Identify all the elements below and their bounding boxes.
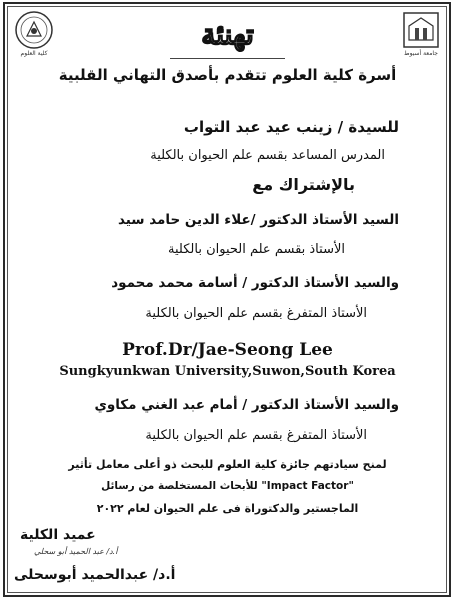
- honoree-position: المدرس المساعد بقسم علم الحيوان بالكلية: [150, 148, 385, 163]
- participant-name: والسيد الأستاذ الدكتور / أسامة محمد محمود: [111, 275, 399, 291]
- university-logo-caption: جامعة أسيوط: [404, 50, 438, 57]
- dean-title: عميد الكلية: [20, 527, 96, 543]
- title-underline: [170, 58, 285, 59]
- dean-signature: أ.د/ عبد الحميد أبو سحلي: [34, 547, 118, 556]
- page-title: تهنئة: [201, 18, 254, 51]
- award-line-3: الماجستير والدكتوراة فى علم الحيوان لعام ٢٠٢٢: [96, 502, 359, 515]
- faculty-logo-caption: كلية العلوم: [20, 50, 48, 57]
- honoree-name: للسيدة / زينب عيد عبد التواب: [183, 118, 399, 136]
- participant-position: الأستاذ المتفرغ بقسم علم الحيوان بالكلية: [145, 428, 367, 443]
- award-line-1: لمنح سيادتهم جائزة كلية العلوم للبحث ذو أعلى معامل تأثير: [68, 458, 387, 471]
- award-line-2: "Impact Factor" للأبحاث المستخلصة من رسائل: [101, 480, 354, 492]
- dean-name: أ.د/ عبدالحميد أبوسحلى: [14, 567, 176, 583]
- participant-name: والسيد الأستاذ الدكتور / أمام عبد الغني مكاوي: [94, 397, 399, 413]
- participant-affiliation: Sungkyunkwan University,Suwon,South Korea: [59, 364, 396, 379]
- participant-position: الأستاذ المتفرغ بقسم علم الحيوان بالكلية: [145, 306, 367, 321]
- participation-heading: بالإشتراك مع: [252, 175, 355, 194]
- participant-name: السيد الأستاذ الدكتور /علاء الدين حامد سيد: [117, 212, 399, 228]
- participant-position: الأستاذ بقسم علم الحيوان بالكلية: [168, 242, 345, 257]
- subtitle: أسرة كلية العلوم تتقدم بأصدق التهاني القلبية: [58, 66, 397, 84]
- participant-name-english: Prof.Dr/Jae-Seong Lee: [122, 340, 333, 360]
